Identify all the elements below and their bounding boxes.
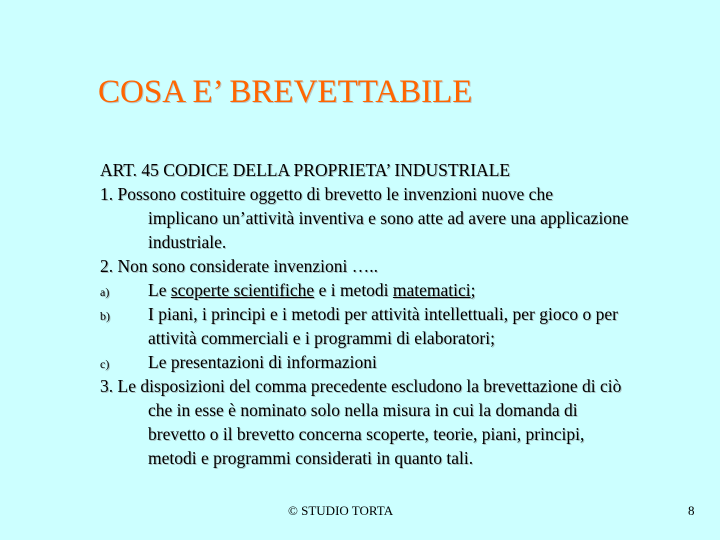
paragraph-3-line-1: 3. Le disposizioni del comma precedente escludono la brevettazione di ciò — [100, 376, 622, 396]
list-marker-c: c) — [100, 357, 110, 371]
paragraph-3-line-2: che in esse è nominato solo nella misura in cui la domanda di — [148, 400, 578, 420]
slide-title: COSA E’ BREVETTABILE — [98, 74, 473, 110]
list-item-b-line-1: I piani, i principi e i metodi per attività intellettuali, per gioco o per — [148, 304, 618, 324]
article-heading: ART. 45 CODICE DELLA PROPRIETA’ INDUSTRIALE — [100, 160, 511, 180]
paragraph-1-line-1: 1. Possono costituire oggetto di brevetto le invenzioni nuove che — [100, 184, 553, 204]
list-item-a-text: Le scoperte scientifiche e i metodi matematici; — [148, 280, 476, 300]
list-item-b-line-2: attività commerciali e i programmi di elaboratori; — [148, 328, 495, 348]
paragraph-3-line-3: brevetto o il brevetto concerna scoperte, teorie, piani, principi, — [148, 424, 585, 444]
paragraph-1-line-3: industriale. — [148, 232, 227, 252]
paragraph-3-line-4: metodi e programmi considerati in quanto tali. — [148, 448, 474, 468]
list-marker-b: b) — [100, 309, 110, 323]
paragraph-2: 2. Non sono considerate invenzioni ….. — [100, 256, 379, 276]
underlined-text: matematici — [392, 280, 471, 300]
footer-copyright: © STUDIO TORTA — [288, 503, 394, 518]
list-item-c-text: Le presentazioni di informazioni — [148, 352, 377, 372]
underlined-text: scoperte scientifiche — [170, 280, 315, 300]
page-number: 8 — [688, 503, 695, 518]
list-marker-a: a) — [100, 285, 110, 299]
paragraph-1-line-2: implicano un’attività inventiva e sono atte ad avere una applicazione — [148, 208, 629, 228]
